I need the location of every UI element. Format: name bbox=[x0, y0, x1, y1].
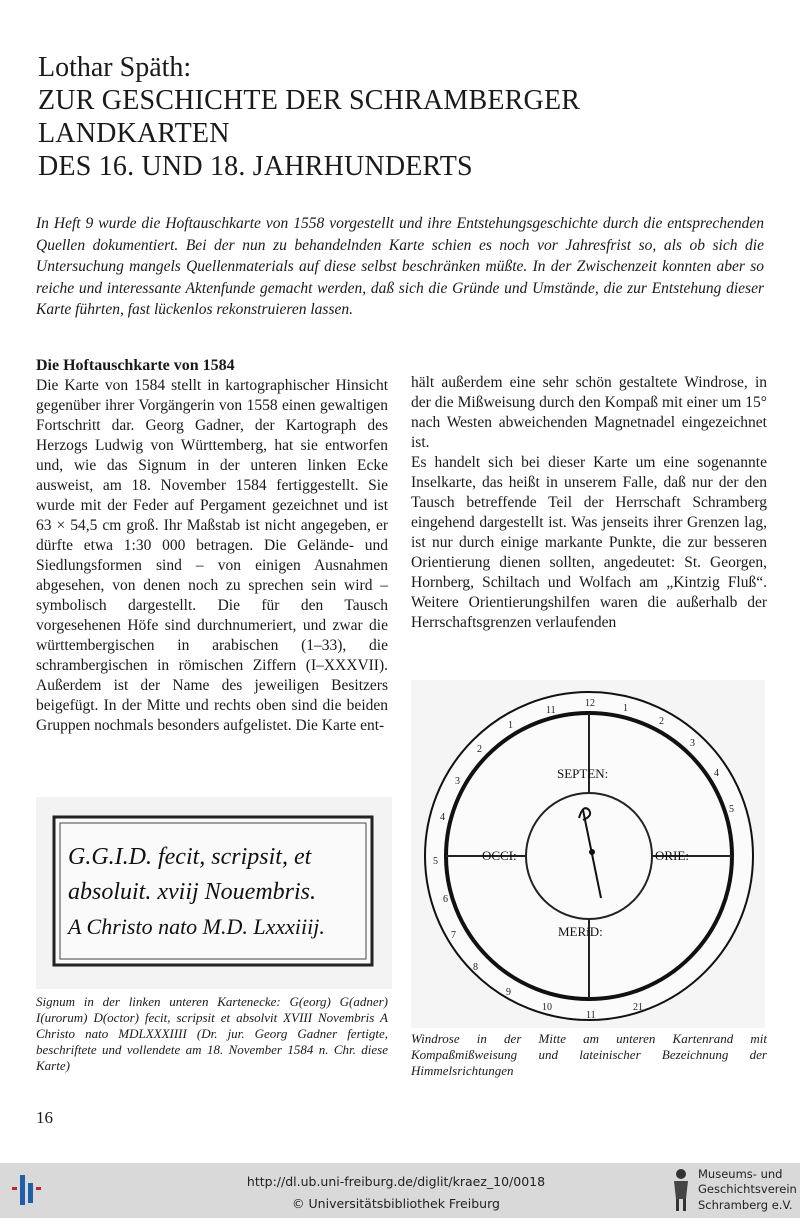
society-logo bbox=[668, 1167, 798, 1215]
svg-text:1: 1 bbox=[508, 720, 513, 731]
footer-bar bbox=[0, 1163, 800, 1218]
svg-text:5: 5 bbox=[433, 856, 438, 867]
windrose-east-label: ORIE: bbox=[655, 848, 689, 863]
windrose-image bbox=[411, 680, 765, 1028]
left-column-text: Die Karte von 1584 stellt in kartographischer Hinsicht gegenüber ihrer Vorgängerin von 1558 einen gewaltigen Fortschritt dar. Georg Gadner, der Kartograph des Herzogs Ludwig von Württemberg, hat sie entworfen und, wie das Signum in der unteren linken Ecke ausweist, am 18. November 1584 fertiggestellt. Sie wurde mit der Feder auf Pergament gezeichnet und ist 63 × 54,5 cm groß. Ihr Maßstab ist nicht angegeben, er dürfte etwa 1:30 000 betragen. Die Gelände- und Siedlungsformen sind – von einigen Ausnahmen abgesehen, von denen noch zu sprechen sein wird – symbolisch dargestellt. Die für den Tausch vorgesehenen Höfe sind durchnumeriert, und zwar die württembergischen in arabischen (1–33), die schrambergischen in römischen Ziffern (I–XXXVII). Außerdem ist der Name des jeweiligen Besitzers beigefügt. In der Mitte und rechts oben sind die beiden Gruppen nochmals besonders aufgelistet. Die Karte ent- bbox=[36, 377, 388, 734]
signum-inscription-line-1: G.G.I.D. fecit, scripsit, et bbox=[68, 844, 312, 870]
windrose-figure bbox=[411, 680, 765, 1028]
svg-text:12: 12 bbox=[585, 698, 595, 709]
svg-text:11: 11 bbox=[546, 705, 556, 716]
left-column bbox=[36, 356, 388, 736]
signum-caption: Signum in der linken unteren Kartenecke: G(eorg) G(adner) I(urorum) D(octor) fecit, scripsit et absolvit XVIII Novembris A Christo nato MDLXXXIIII (Dr. jur. Georg Gadner fertigte, beschriftete und vollendete am 18. November 1584 n. Chr. diese Karte) bbox=[36, 994, 388, 1073]
svg-text:3: 3 bbox=[455, 776, 460, 787]
society-name-line-1: Museums- und bbox=[698, 1167, 783, 1181]
svg-text:4: 4 bbox=[714, 768, 719, 779]
right-column bbox=[411, 373, 767, 633]
svg-text:4: 4 bbox=[440, 812, 445, 823]
svg-text:8: 8 bbox=[473, 962, 478, 973]
svg-text:10: 10 bbox=[542, 1002, 552, 1013]
page-header bbox=[38, 52, 778, 183]
svg-text:2: 2 bbox=[659, 716, 664, 727]
svg-text:3: 3 bbox=[690, 738, 695, 749]
svg-text:5: 5 bbox=[729, 804, 734, 815]
society-name-line-3: Schramberg e.V. bbox=[698, 1198, 793, 1212]
article-abstract: In Heft 9 wurde die Hoftauschkarte von 1558 vorgestellt und ihre Entstehungsgeschichte durch die entsprechenden Quellen dokumentiert. Bei der nun zu behandelnden Karte schien es noch vor Jahresfrist so, als ob sich die Untersuchung mangels Quellenmaterials auf diese selbst beschränken müßte. In der Zwischenzeit konnten aber so reiche und interessante Aktenfunde gemacht werden, daß sich die Gründe und Umstände, die zur Entstehung dieser Karte führten, fast lückenlos rekonstruieren lassen. bbox=[36, 215, 764, 318]
right-column-text-1: hält außerdem eine sehr schön gestaltete Windrose, in der die Mißweisung durch den Kompaß mit einer um 15° nach Westen abweichenden Magnetnadel eingezeichnet ist. bbox=[411, 374, 767, 451]
svg-text:21: 21 bbox=[633, 1002, 643, 1013]
article-title-line-2: DES 16. UND 18. JAHRHUNDERTS bbox=[38, 151, 473, 182]
signum-inscription-line-2: absoluit. xviij Nouembris. bbox=[68, 879, 316, 905]
university-library-logo-icon bbox=[8, 1169, 48, 1209]
article-title-line-1: ZUR GESCHICHTE DER SCHRAMBERGER LANDKARTEN bbox=[38, 85, 581, 149]
svg-text:2: 2 bbox=[477, 744, 482, 755]
signum-figure bbox=[36, 797, 392, 989]
svg-text:1: 1 bbox=[623, 703, 628, 714]
society-name-line-2: Geschichtsverein bbox=[698, 1182, 797, 1196]
svg-text:9: 9 bbox=[506, 987, 511, 998]
footer-url-link[interactable]: http://dl.ub.uni-freiburg.de/diglit/kraez_10/0018 bbox=[246, 1174, 546, 1189]
author-name: Lothar Späth: bbox=[38, 52, 192, 83]
windrose-caption: Windrose in der Mitte am unteren Kartenrand mit Kompaßmißweisung und lateinischer Bezeichnung der Himmelsrichtungen bbox=[411, 1031, 767, 1078]
windrose-north-label: SEPTEN: bbox=[557, 766, 609, 781]
svg-text:11: 11 bbox=[586, 1010, 596, 1021]
society-figure-icon bbox=[668, 1167, 694, 1213]
page-number: 16 bbox=[36, 1108, 53, 1127]
windrose-south-label: MERiD: bbox=[558, 924, 603, 939]
section-heading: Die Hoftauschkarte von 1584 bbox=[36, 357, 235, 374]
windrose-west-label: OCCI: bbox=[482, 848, 517, 863]
signum-inscription-line-3: A Christo nato M.D. Lxxxiiij. bbox=[68, 914, 325, 939]
signum-image bbox=[36, 797, 392, 989]
svg-text:6: 6 bbox=[443, 894, 448, 905]
svg-text:7: 7 bbox=[451, 930, 456, 941]
right-column-text-2: Es handelt sich bei dieser Karte um eine sogenannte Inselkarte, das heißt in unserem Falle, daß nur der den Tausch betreffende Teil der Herrschaft Schramberg eingehend dargestellt ist. Was jenseits ihrer Grenzen lag, ist nur durch einige markante Punkte, die zur besseren Orientierung dienen sollten, angedeutet: St. Georgen, Hornberg, Schiltach und Wolfach am „Kintzig Fluß“. Weitere Orientierungshilfen waren die außerhalb der Herrschaftsgrenzen verlaufenden bbox=[411, 454, 767, 631]
footer-copyright: © Universitätsbibliothek Freiburg bbox=[292, 1196, 500, 1211]
